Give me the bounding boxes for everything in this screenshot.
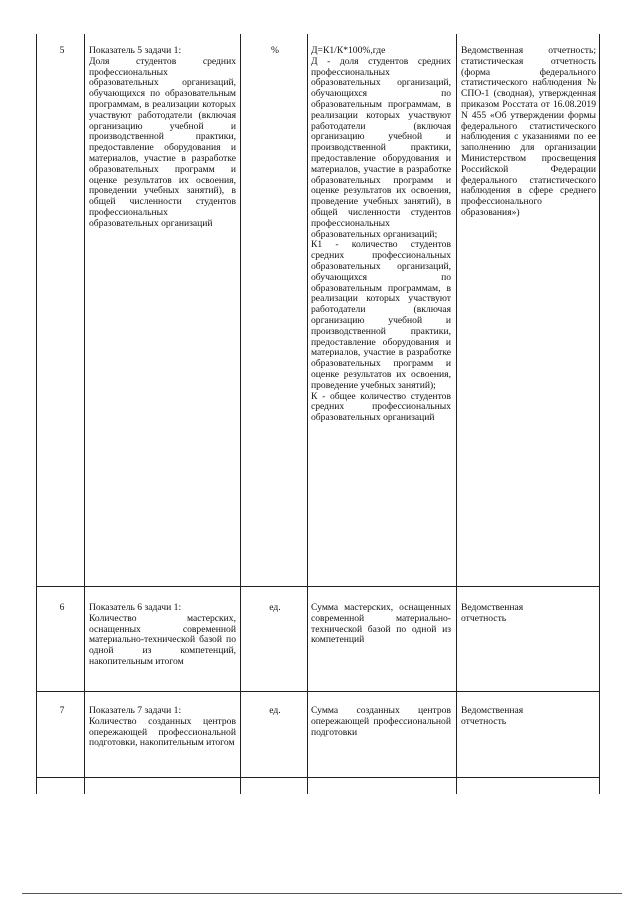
row-7-source: Ведомственная отчетность xyxy=(461,705,524,727)
row-5-number: 5 xyxy=(59,45,65,56)
row-divider-7-8 xyxy=(36,777,600,778)
row-6-unit: ед. xyxy=(269,602,281,613)
row-6-number: 6 xyxy=(59,602,65,613)
column-divider-4 xyxy=(456,34,457,794)
row-6-method: Сумма мастерских, оснащенных современной материально-технической базой по одной из компетенций xyxy=(311,602,451,646)
row-divider-6-7 xyxy=(36,691,600,692)
row-6-source: Ведомственная отчетность xyxy=(461,602,524,624)
row-7-indicator: Показатель 7 задачи 1: Количество созданных центров опережающей профессиональной подготовки, накопительным итогом xyxy=(89,705,236,749)
page-bottom-rule xyxy=(22,893,622,894)
row-5-unit: % xyxy=(271,45,279,56)
row-divider-5-6 xyxy=(36,586,600,587)
row-5-source: Ведомственная отчетность; статистическая отчетность (форма федерального статистического наблюдения № СПО-1 (сводная), утвержденная приказом Росстата от 16.08.2019 N 455 «Об утверждении формы федерального статистического наблюдения с указаниями по ее заполнению для организации Министерством просвещения Российской Федерации федерального статистического наблюдения в сфере среднего профессионального образования») xyxy=(461,45,596,218)
column-divider-3 xyxy=(307,34,308,794)
table-border-right xyxy=(599,34,600,794)
table-border-left xyxy=(36,34,37,794)
row-7-unit: ед. xyxy=(269,705,281,716)
row-5-method: Д=К1/К*100%,где Д - доля студентов средних профессиональных образовательных организаций, обучающихся по образовательным программам, в реализации которых участвуют работодатели (включая организацию учебной и производственной практики, предоставление оборудования и материалов, участие в разработке образовательных программ и оценке результатов их освоения, проведение учебных занятий), в общей численности студентов профессиональных образовательных организаций; К1 - количество студентов средних профессиональных образовательных организаций, обучающихся по образовательным программам, в реализации которых участвуют работодатели (включая организацию учебной и производственной практики, предоставление оборудования и материалов, участие в разработке образовательных программ и оценке результатов их освоения, проведение учебных занятий); К - общее количество студентов средних профессиональных образовательных организаций xyxy=(311,45,451,424)
column-divider-1 xyxy=(84,34,85,794)
row-6-indicator: Показатель 6 задачи 1: Количество мастерских, оснащенных современной материально-технической базой по одной из компетенций, накопительным итогом xyxy=(89,602,236,667)
row-7-number: 7 xyxy=(59,705,65,716)
column-divider-2 xyxy=(240,34,241,794)
row-5-indicator: Показатель 5 задачи 1: Доля студентов средних профессиональных образовательных организаций, обучающихся по образовательным программам, в реализации которых участвуют работодатели (включая организацию учебной и производственной практики, предоставление оборудования и материалов, участие в разработке образовательных программ и оценке результатов их освоения, проведении учебных занятий), в общей численности студентов профессиональных образовательных организаций xyxy=(89,45,236,229)
row-7-method: Сумма созданных центров опережающей профессиональной подготовки xyxy=(311,705,451,738)
